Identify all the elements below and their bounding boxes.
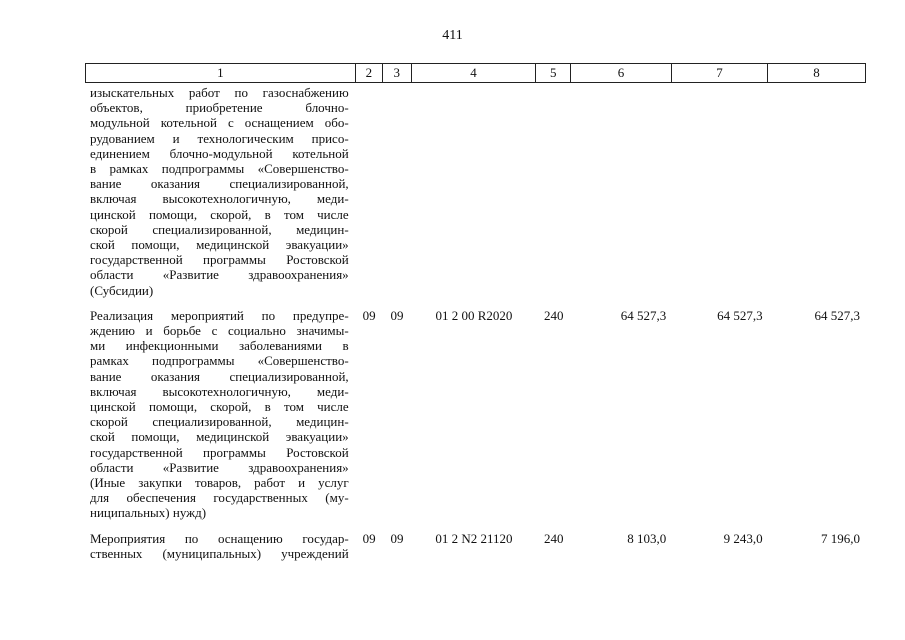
- column-header-4: 4: [412, 64, 537, 82]
- description-line: ми инфекционными заболеваниями в: [90, 338, 349, 354]
- description-line: изыскательных работ по газоснабжению: [90, 85, 349, 100]
- description-line: рудованием и технологическим присо-: [90, 130, 349, 146]
- column-header-3: 3: [383, 64, 412, 82]
- cell-amount-8: [769, 85, 866, 298]
- description-line: ждению и борьбе с социально значимы-: [90, 323, 349, 339]
- cell-subsection: 09: [390, 530, 404, 546]
- column-header-5: 5: [536, 64, 571, 82]
- cell-expense-type: 240: [543, 530, 564, 546]
- cell-subsection: 09: [390, 307, 404, 323]
- cell-expense-type: 240: [543, 307, 564, 323]
- row-description: [85, 531, 356, 561]
- row-description: [85, 308, 356, 521]
- description-line: скорой специализированной, медицин-: [90, 221, 349, 237]
- description-line: объектов, приобретение блочно-: [90, 100, 349, 116]
- description-line: Мероприятия по оснащению государ-: [90, 530, 349, 546]
- cell-amount-6: 8 103,0: [627, 530, 667, 546]
- description-line: рамках подпрограммы «Совершенство-: [90, 353, 349, 369]
- description-line: (Иные закупки товаров, работ и услуг: [90, 475, 349, 491]
- description-line: ниципальных) нужд): [90, 505, 207, 521]
- table-row: [85, 85, 866, 298]
- cell-section: 09: [362, 530, 376, 546]
- cell-section: [356, 85, 383, 298]
- description-line: скорой специализированной, медицин-: [90, 414, 349, 430]
- column-header-8: 8: [813, 65, 820, 80]
- cell-amount-8: 7 196,0: [820, 530, 860, 546]
- cell-amount-6: [571, 85, 672, 298]
- cell-target-article: [411, 85, 536, 298]
- cell-target-article: 01 2 N2 21120: [435, 530, 513, 546]
- description-line: ской помощи, медицинской эвакуации»: [90, 429, 349, 445]
- column-header-6: 6: [571, 64, 672, 82]
- cell-subsection: [383, 85, 412, 298]
- table-header-row: [85, 63, 866, 83]
- cell-section: 09: [362, 307, 376, 323]
- cell-target-article: 01 2 00 R2020: [435, 307, 513, 323]
- cell-amount-8: 64 527,3: [814, 307, 860, 323]
- table-body: [85, 83, 866, 561]
- description-line: включая высокотехнологичную, меди-: [90, 383, 349, 399]
- description-line: в рамках подпрограммы «Совершенство-: [90, 161, 349, 177]
- description-line: государственной программы Ростовской: [90, 252, 349, 268]
- description-line: государственной программы Ростовской: [90, 444, 349, 460]
- description-line: единением блочно-модульной котельной: [90, 145, 349, 161]
- table-row: [85, 308, 866, 521]
- column-header-7: 7: [672, 64, 768, 82]
- table-row: [85, 531, 866, 561]
- description-line: вание оказания специализированной,: [90, 176, 349, 192]
- column-header-2: 2: [356, 64, 383, 82]
- row-description: [85, 85, 356, 298]
- cell-amount-7: 9 243,0: [723, 530, 763, 546]
- description-line: (Субсидии): [90, 282, 154, 298]
- description-line: цинской помощи, скорой, в том числе: [90, 399, 349, 415]
- description-line: ственных (муниципальных) учреждений: [90, 545, 349, 561]
- description-line: вание оказания специализированной,: [90, 368, 349, 384]
- description-line: цинской помощи, скорой, в том числе: [90, 206, 349, 222]
- description-line: для обеспечения государственных (му-: [90, 490, 349, 506]
- description-line: области «Развитие здравоохранения»: [90, 459, 349, 475]
- cell-amount-7: 64 527,3: [717, 307, 763, 323]
- column-header-1: 1: [86, 64, 356, 82]
- description-line: области «Развитие здравоохранения»: [90, 267, 349, 283]
- description-line: включая высокотехнологичную, меди-: [90, 191, 349, 207]
- description-line: ской помощи, медицинской эвакуации»: [90, 237, 349, 253]
- cell-expense-type: [536, 85, 571, 298]
- description-line: модульной котельной с оснащением обо-: [90, 115, 349, 131]
- cell-amount-7: [672, 85, 768, 298]
- description-line: Реализация мероприятий по предупре-: [90, 307, 349, 323]
- page-number: 411: [442, 28, 463, 43]
- cell-amount-6: 64 527,3: [620, 307, 667, 323]
